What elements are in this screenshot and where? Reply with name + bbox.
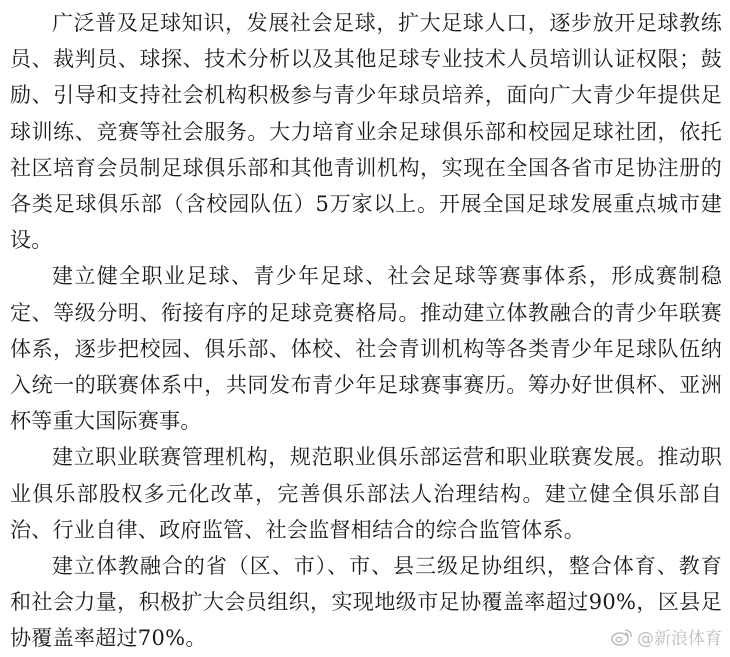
watermark-text: @新浪体育 xyxy=(637,629,722,649)
document-body xyxy=(10,5,722,657)
paragraph-3: 建立职业联赛管理机构，规范职业俱乐部运营和职业联赛发展。推动职业俱乐部股权多元化改革，完善俱乐部法人治理结构。建立健全俱乐部自治、行业自律、政府监管、社会监督相结合的综合监管体系。 xyxy=(10,445,722,542)
paragraph-1: 广泛普及足球知识，发展社会足球，扩大足球人口，逐步放开足球教练员、裁判员、球探、技术分析以及其他足球专业技术人员培训认证权限；鼓励、引导和支持社会机构积极参与青少年球员培养，面向广大青少年提供足球训练、竞赛等社会服务。大力培育业余足球俱乐部和校园足球社团，依托社区培育会员制足球俱乐部和其他青训机构，实现在全国各省市足协注册的各类足球俱乐部（含校园队伍）5万家以上。开展全国足球发展重点城市建设。 xyxy=(10,11,722,253)
paragraph-2: 建立健全职业足球、青少年足球、社会足球等赛事体系，形成赛制稳定、等级分明、衔接有序的足球竞赛格局。推动建立体教融合的青少年联赛体系，逐步把校园、俱乐部、体校、社会青训机构等各类青少年足球队伍纳入统一的联赛体系中，共同发布青少年足球赛事赛历。筹办好世俱杯、亚洲杯等重大国际赛事。 xyxy=(10,264,722,434)
watermark xyxy=(611,624,722,649)
paragraph-4: 建立体教融合的省（区、市）、市、县三级足协组织，整合体育、教育和社会力量，积极扩大会员组织，实现地级市足协覆盖率超过90%，区县足协覆盖率超过70%。 xyxy=(10,554,722,651)
weibo-logo-icon xyxy=(611,628,633,646)
